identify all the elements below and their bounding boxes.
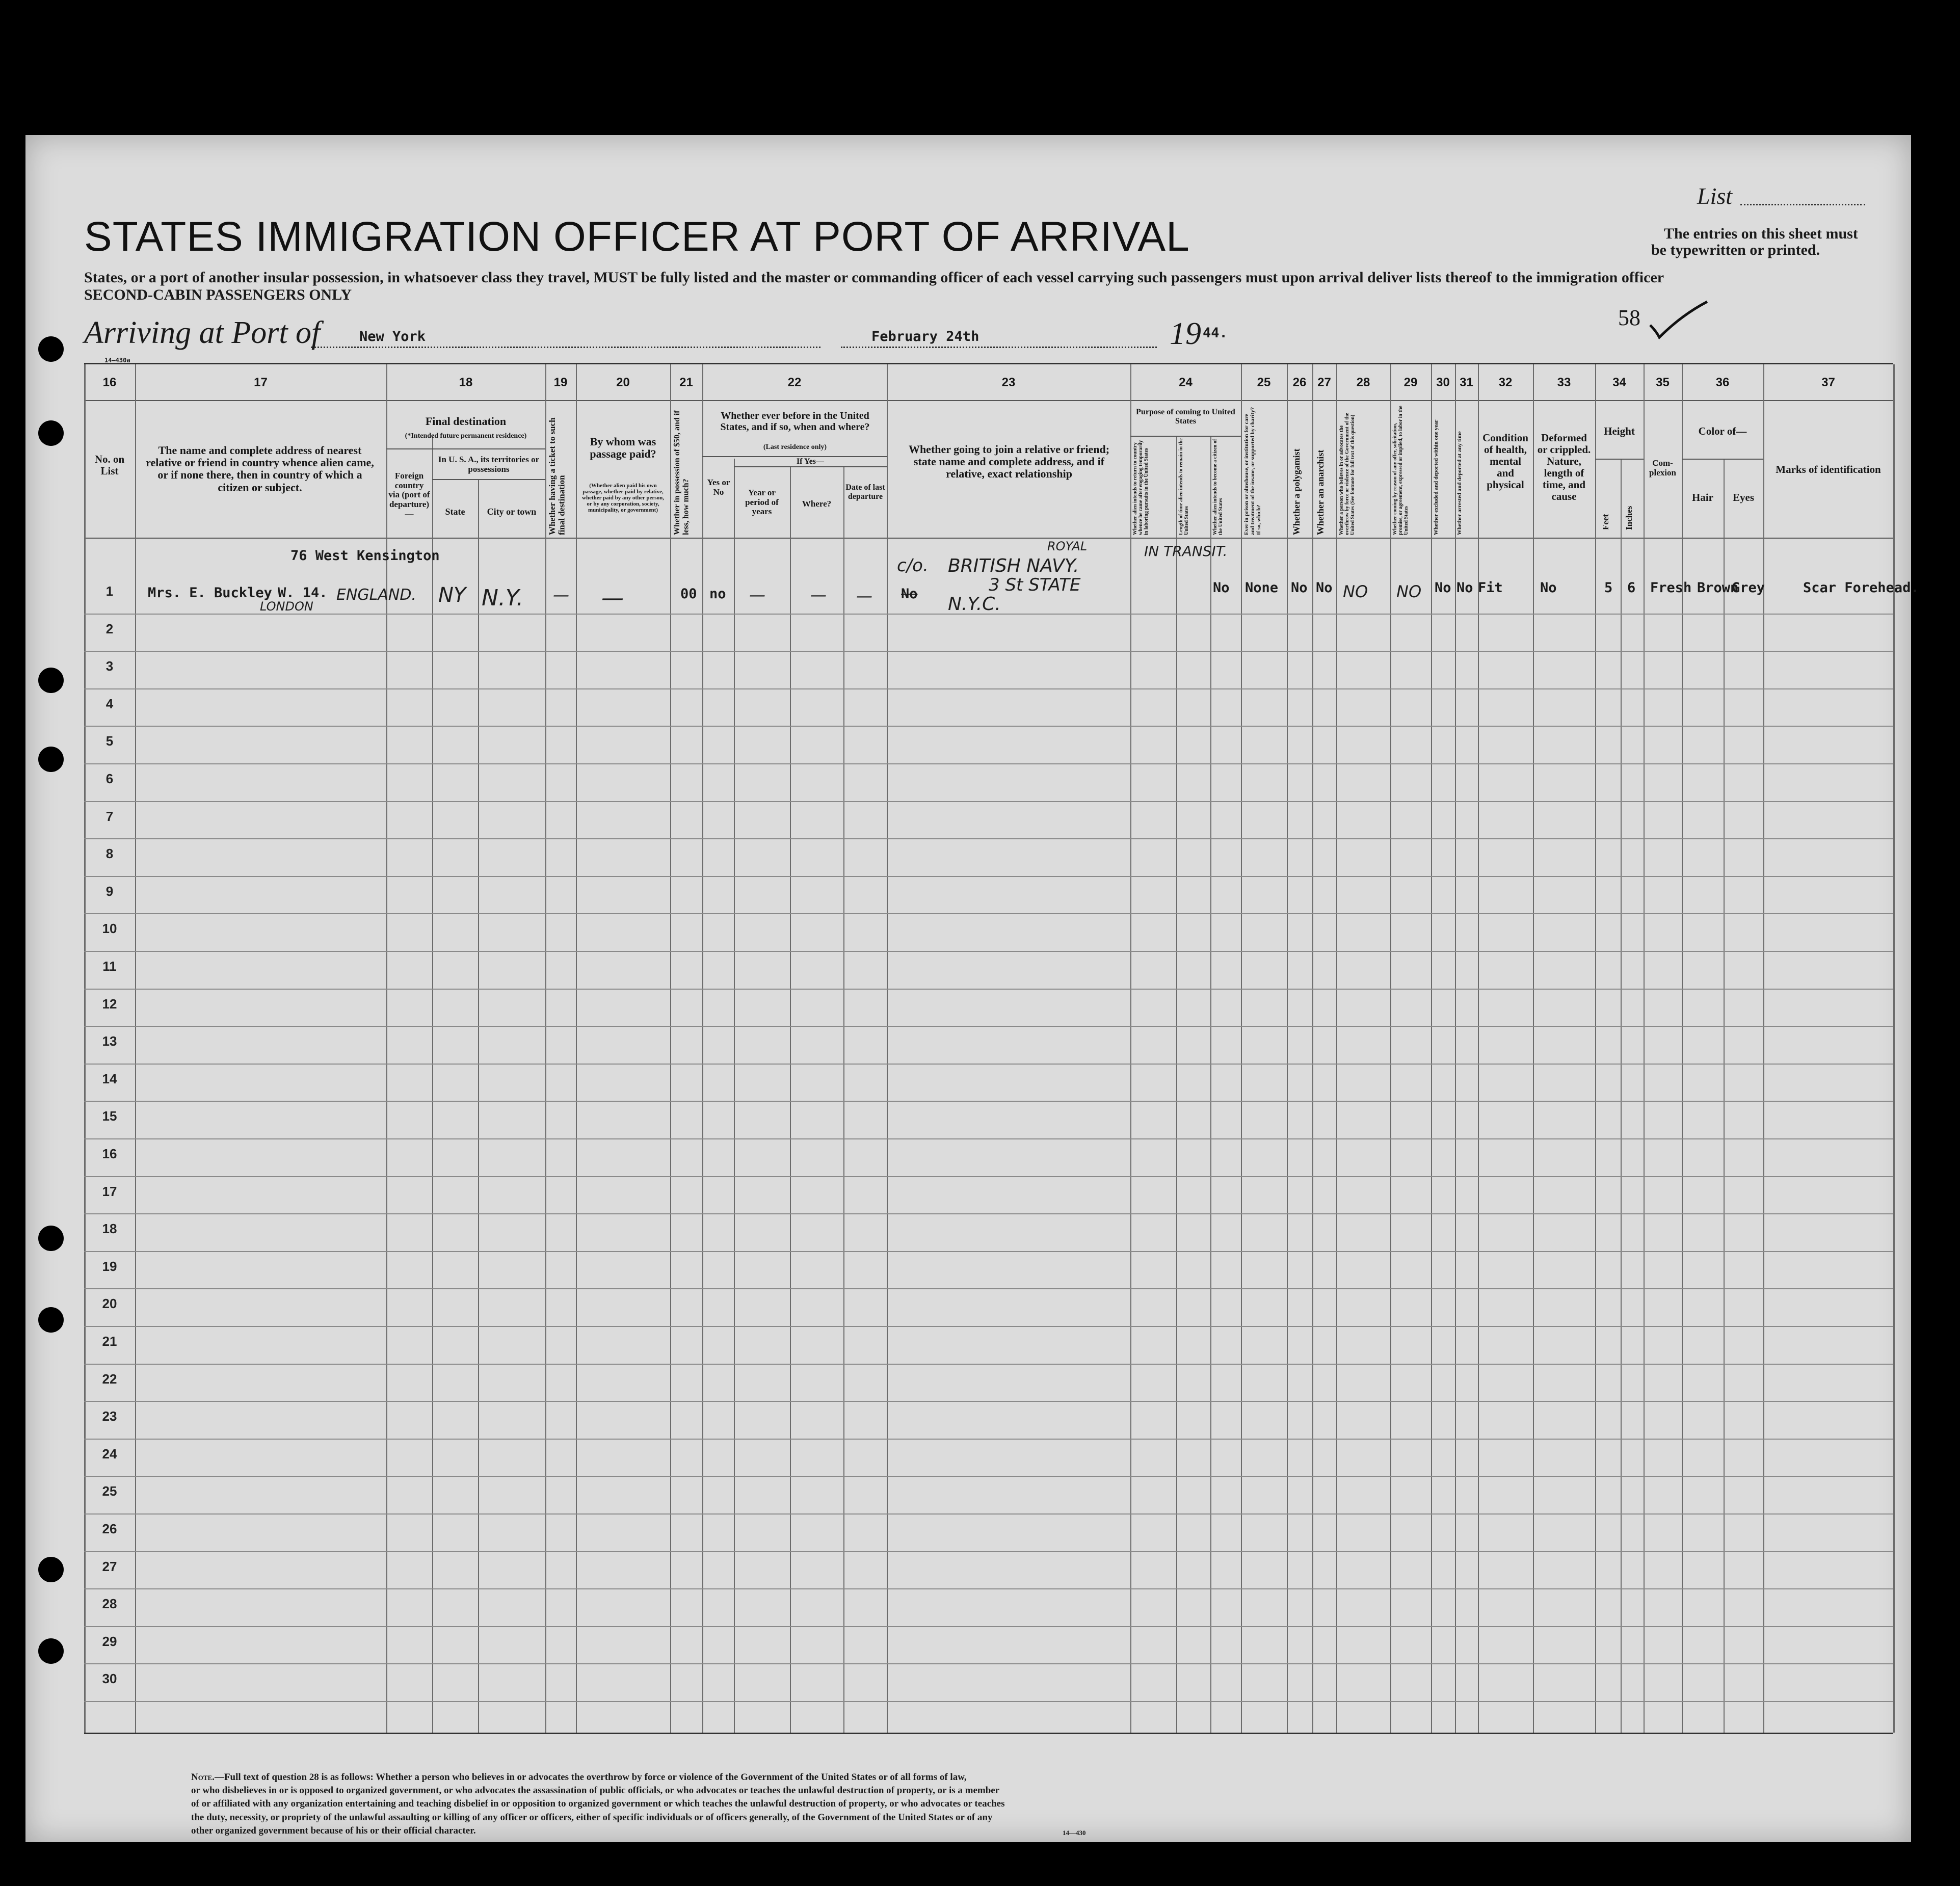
entry-join-struck: No — [901, 586, 918, 602]
table-row — [84, 1476, 1893, 1477]
hdr-final-destination-note: (*Intended future permanent residence) — [405, 432, 527, 440]
arriving-label: Arriving at Port of — [84, 315, 321, 350]
colnum-29: 29 — [1403, 376, 1418, 389]
col-line — [887, 364, 888, 1733]
row-number: 19 — [102, 1259, 117, 1274]
hdr-polygamist: Whether a polygamist — [1291, 448, 1302, 535]
hdr-final-destination: Final destination — [425, 415, 507, 428]
entry-marks: Scar Forehead. — [1803, 580, 1919, 596]
hdr-hair: Hair — [1692, 491, 1713, 503]
entry-city: N.Y. — [482, 585, 524, 611]
colnum-17: 17 — [254, 376, 268, 389]
row-number: 23 — [102, 1409, 117, 1424]
entries-note-2: be typewritten or printed. — [1651, 242, 1820, 258]
hdr-in-usa: In U. S. A., its territories or possessions — [438, 455, 540, 474]
row-number: 28 — [102, 1596, 117, 1611]
hdr-height: Height — [1604, 425, 1635, 437]
entry-state: NY — [438, 583, 466, 607]
checkmark-icon — [1646, 300, 1712, 340]
hdr-yes-or-no: Yes or No — [707, 477, 730, 497]
row-number: 11 — [102, 959, 117, 974]
entry-prison: None — [1245, 580, 1279, 596]
row-number: 18 — [102, 1221, 117, 1236]
colnum-26: 26 — [1292, 376, 1307, 389]
hdr-feet: Feet — [1601, 514, 1610, 530]
hdr-relative-address: The name and complete address of nearest relative or friend in country whence alien came, or if none there, then in country of which a citizen or subject. — [146, 444, 374, 494]
col-line — [1176, 436, 1177, 1733]
row-number: 3 — [105, 658, 114, 674]
form-number: 14—430 — [1063, 1829, 1086, 1837]
footnote-lead: Note. — [191, 1772, 215, 1783]
row-number: 27 — [102, 1559, 117, 1574]
hdr-complexion: Com- plexion — [1649, 458, 1676, 477]
colnum-35: 35 — [1656, 376, 1670, 389]
entry-citizen: No — [1213, 580, 1230, 596]
hdr-color-of: Color of— — [1698, 425, 1747, 437]
colnum-31: 31 — [1460, 376, 1473, 389]
col-line — [135, 364, 136, 1733]
entry-years: — — [749, 585, 765, 604]
colnum-32: 32 — [1498, 376, 1513, 389]
col-line — [1130, 364, 1131, 1733]
entry-money: 00 — [680, 586, 697, 602]
footnote-text-1: —Full text of question 28 is as follows: Whether a person who believes in or advocates the overthrow by force or violence of the Government of the United States or of all forms of law, — [214, 1772, 967, 1783]
binder-hole — [38, 420, 64, 446]
colnum-21: 21 — [679, 376, 693, 389]
port-underline — [311, 347, 820, 348]
binder-hole — [38, 747, 64, 772]
row-number: 17 — [102, 1184, 117, 1199]
footnote-text-5: other organized government because of his or their official character. — [191, 1825, 476, 1836]
col-line — [386, 364, 387, 1733]
footnote-text-3: of or affiliated with any organization entertaining and teaching disbelief in or opposition to organized government or which teaches the unlawful destruction of property, or who advocates or teaches — [191, 1798, 1005, 1810]
row-number: 16 — [102, 1146, 117, 1161]
date-underline — [841, 347, 1157, 348]
row-number: 21 — [102, 1334, 117, 1349]
hdr-ticket: Whether having a ticket to such final destination — [547, 417, 567, 535]
col-line — [734, 459, 735, 1733]
col-line — [545, 364, 546, 1733]
subhdr-line — [386, 448, 545, 449]
hdr-passage-paid: By whom was passage paid? — [590, 435, 656, 461]
binder-hole — [38, 1307, 64, 1333]
hdr-anarchist: Whether an anarchist — [1315, 449, 1326, 535]
row-number: 10 — [102, 921, 117, 936]
entry-relative-name: Mrs. E. Buckley — [148, 585, 272, 601]
col-line — [1336, 364, 1337, 1733]
entry-eyes: Grey — [1732, 580, 1765, 596]
table-row — [84, 801, 1893, 802]
row-number: 2 — [105, 621, 114, 636]
class-line: SECOND-CABIN PASSENGERS ONLY — [84, 286, 352, 303]
binder-hole — [38, 336, 64, 362]
date-value: February 24th — [871, 329, 979, 344]
hdr-foreign-country: Foreign country via (port of departure)— — [388, 471, 430, 519]
colnum-18: 18 — [459, 376, 473, 389]
entry-country-hand: ENGLAND. — [336, 586, 416, 604]
row-number: 7 — [105, 809, 114, 824]
col-line — [1390, 364, 1391, 1733]
table-row — [84, 1551, 1893, 1552]
entry-anarchist: No — [1316, 580, 1333, 596]
hdr-fifty-dollars: Whether in possession of $50, and if less, how much? — [673, 410, 691, 535]
subhdr-line — [432, 479, 545, 480]
col-line — [702, 364, 703, 1733]
subhdr-line — [734, 466, 887, 467]
table-top-border — [84, 363, 1893, 364]
port-value: New York — [359, 329, 426, 344]
col-line — [1621, 459, 1622, 1733]
binder-hole — [38, 1638, 64, 1664]
hdr-before-in-us-note: (Last residence only) — [763, 443, 827, 451]
entry-feet: 5 — [1604, 580, 1613, 596]
col-line — [1478, 364, 1479, 1733]
hdr-labor-offer: Whether coming by reason of any offer, solicitation, promise, or agreement, expressed or implied, to labor in the United States — [1392, 406, 1409, 535]
entry-arrested: No — [1456, 580, 1473, 596]
row-number: 25 — [102, 1483, 117, 1499]
subhdr-line — [1682, 459, 1763, 460]
col-line — [843, 466, 844, 1733]
col-line — [576, 364, 577, 1733]
col-line — [1210, 436, 1211, 1733]
row-number: 24 — [102, 1446, 117, 1462]
table-row — [84, 1663, 1893, 1664]
table-row — [84, 1064, 1893, 1065]
list-label: List — [1697, 183, 1733, 209]
entry-join-line2: 3 St STATE — [989, 575, 1081, 595]
colnum-19: 19 — [553, 376, 568, 389]
col-line — [1763, 364, 1764, 1733]
entry-before-us: no — [709, 586, 726, 602]
hdr-become-citizen: Whether alien intends to become a citizen of the United States — [1212, 439, 1224, 535]
col-line — [1431, 364, 1432, 1733]
row-number: 22 — [102, 1371, 117, 1387]
entry-health: Fit — [1478, 580, 1503, 596]
row-number: 26 — [102, 1521, 117, 1536]
col-line — [1595, 364, 1596, 1733]
footnote-text-2: or who disbelieves in or is opposed to organized government, or who advocates the assassination of public officials, or who advocates or teaches the unlawful destruction of property, or is a member — [191, 1785, 1000, 1796]
row-number: 9 — [105, 884, 114, 899]
row-number: 30 — [102, 1671, 117, 1686]
year-suffix: 44. — [1203, 325, 1228, 341]
row-number: 1 — [105, 583, 114, 599]
row-number: 4 — [105, 696, 114, 711]
footnote — [191, 1771, 1873, 1838]
subhdr-line — [1130, 436, 1241, 437]
table-row — [84, 1176, 1893, 1177]
entry-polygamist: No — [1291, 580, 1308, 596]
entries-note-1: The entries on this sheet must — [1664, 225, 1858, 242]
entry-paid-by: — — [601, 585, 624, 611]
colnum-33: 33 — [1557, 376, 1571, 389]
entry-join-prefix: c/o. — [897, 555, 929, 576]
table-row — [84, 838, 1893, 839]
colnum-24: 24 — [1179, 376, 1193, 389]
colnum-25: 25 — [1257, 376, 1271, 389]
page-mark — [1618, 300, 1712, 340]
col-line — [432, 436, 433, 1733]
table-row — [84, 1213, 1893, 1214]
col-line — [1312, 364, 1313, 1733]
hdr-deformed: Deformed or crippled. Nature, length of time, and cause — [1537, 432, 1591, 503]
col-line — [790, 466, 791, 1733]
entry-complexion: Fresh — [1650, 580, 1692, 596]
page-title: STATES IMMIGRATION OFFICER AT PORT OF ARRIVAL — [84, 214, 1190, 260]
colnum-16: 16 — [102, 376, 117, 389]
entry-address-line1: 76 West Kensington — [290, 548, 440, 564]
entry-date-departure: — — [856, 586, 872, 605]
footnote-line — [191, 1771, 1873, 1784]
hdr-where: Where? — [802, 499, 832, 509]
table-row — [84, 1326, 1893, 1327]
table-row — [84, 726, 1893, 727]
entry-purpose: IN TRANSIT. — [1144, 543, 1228, 560]
hdr-before-in-us: Whether ever before in the United States, and if so, when and where? — [720, 410, 870, 433]
hdr-city-or-town: City or town — [487, 507, 537, 517]
hdr-eyes: Eyes — [1733, 491, 1754, 503]
col-line — [1533, 364, 1534, 1733]
entry-join-line1: BRITISH NAVY. — [948, 555, 1079, 576]
hdr-prison: Ever in prison or almshouse, or institution for care and treatment of the insane, or supported by charity? If so, which? — [1243, 407, 1262, 535]
col-line — [478, 479, 479, 1733]
entry-address-line2: W. 14. — [278, 585, 328, 601]
row-number: 5 — [105, 733, 114, 749]
hdr-arrested: Whether arrested and deported at any time — [1456, 431, 1463, 535]
entry-where: — — [810, 585, 827, 604]
hdr-if-yes: If Yes— — [796, 457, 825, 466]
hdr-state: State — [445, 507, 465, 517]
entry-deformed: No — [1540, 580, 1557, 596]
hdr-date-departure: Date of last departure — [845, 483, 885, 501]
corner-mark: 14—430a — [104, 357, 130, 364]
table-row — [84, 1251, 1893, 1252]
table-row — [84, 1701, 1893, 1702]
col-line — [1682, 364, 1683, 1733]
hdr-join-relative: Whether going to join a relative or friend; state name and complete address, and if relative, exact relationship — [908, 443, 1110, 481]
hdr-no-on-list: No. on List — [94, 453, 125, 477]
row-number: 8 — [105, 846, 114, 861]
col-line — [1455, 364, 1456, 1733]
table-row — [84, 876, 1893, 877]
entry-join-insert: ROYAL — [1047, 539, 1088, 553]
table-row — [84, 1401, 1893, 1402]
colnum-34: 34 — [1612, 376, 1626, 389]
hdr-passage-paid-note: (Whether alien paid his own passage, whether paid by relative, whether paid by any other person, or by any corporation, society, municipality, or government) — [582, 483, 664, 514]
year-prefix: 19 — [1170, 316, 1201, 351]
entry-hair: Brown — [1697, 580, 1739, 596]
hdr-health: Condition of health, mental and physical — [1482, 432, 1528, 491]
colnum-37: 37 — [1821, 376, 1835, 389]
row-number: 20 — [102, 1296, 117, 1311]
page-mark-number: 58 — [1618, 305, 1640, 331]
table-row — [84, 1288, 1893, 1289]
col-line — [670, 364, 671, 1733]
subhdr-line — [1595, 459, 1644, 460]
col-line — [1724, 459, 1725, 1733]
hdr-inches: Inches — [1624, 506, 1634, 530]
footnote-text-4: the duty, necessity, or propriety of the unlawful assaulting or killing of any officer or officers, either of specific individuals or of officers generally, of the Government of the United States or of any — [191, 1812, 993, 1823]
list-underline — [1740, 204, 1865, 205]
colnum-28: 28 — [1356, 376, 1370, 389]
colnum-20: 20 — [616, 376, 630, 389]
table-bottom-border — [84, 1733, 1893, 1734]
colnum-22: 22 — [787, 376, 802, 389]
table-row — [84, 989, 1893, 990]
entry-inches: 6 — [1627, 580, 1636, 596]
row-number: 29 — [102, 1634, 117, 1649]
entry-excluded: No — [1435, 580, 1451, 596]
header-bottom-border — [84, 538, 1893, 539]
table-row — [84, 1026, 1893, 1027]
colnum-30: 30 — [1436, 376, 1450, 389]
hdr-overthrow: Whether a person who believes in or advocates the overthrow by force or violence of the Government of the United States (See footnote for full text of this question) — [1339, 413, 1356, 535]
col-line — [1893, 364, 1895, 1733]
table-row — [84, 1513, 1893, 1515]
table-row — [84, 1138, 1893, 1139]
table-row — [84, 651, 1893, 652]
subtitle: States, or a port of another insular possession, in whatsoever class they travel, MUST be fully listed and the master or commanding officer of each vessel carrying such passengers must upon arrival deliver lists thereof to the immigration officer — [84, 269, 1664, 286]
col-line — [1644, 364, 1645, 1733]
entry-join-line3: N.Y.C. — [948, 594, 1001, 615]
hdr-length-time: Length of time alien intends to remain in the United States — [1178, 438, 1189, 535]
colnum-36: 36 — [1715, 376, 1730, 389]
table-row — [84, 688, 1893, 689]
row-number: 14 — [102, 1071, 117, 1086]
colnum-border — [84, 400, 1893, 401]
table-row — [84, 1588, 1893, 1589]
col-line — [1287, 364, 1288, 1733]
binder-hole — [38, 668, 64, 693]
colnum-27: 27 — [1317, 376, 1331, 389]
table-row — [84, 1101, 1893, 1102]
row-number: 15 — [102, 1108, 117, 1124]
hdr-intends-return: Whether alien intends to return to country whence he came after engaging temporarily in laboring pursuits in the United States — [1132, 440, 1149, 535]
table-row — [84, 763, 1893, 764]
table-row — [84, 1626, 1893, 1627]
entry-ticket: — — [553, 585, 569, 604]
entry-q28: NO — [1343, 582, 1368, 601]
row-number: 12 — [102, 996, 117, 1012]
hdr-excluded: Whether excluded and deported within one year — [1433, 419, 1439, 535]
row-number: 6 — [105, 771, 114, 786]
binder-hole — [38, 1557, 64, 1582]
row-number: 13 — [102, 1033, 117, 1049]
table-row — [84, 1439, 1893, 1440]
col-line — [1241, 364, 1242, 1733]
colnum-23: 23 — [1001, 376, 1016, 389]
binder-hole — [38, 1226, 64, 1251]
hdr-purpose: Purpose of coming to United States — [1136, 408, 1235, 426]
hdr-year-period: Year or period of years — [745, 488, 779, 517]
entry-q29: NO — [1396, 582, 1422, 601]
hdr-marks: Marks of identification — [1776, 463, 1881, 475]
table-row — [84, 1364, 1893, 1365]
entry-city-hand: LONDON — [260, 599, 313, 614]
table-row — [84, 913, 1893, 914]
table-row — [84, 951, 1893, 952]
